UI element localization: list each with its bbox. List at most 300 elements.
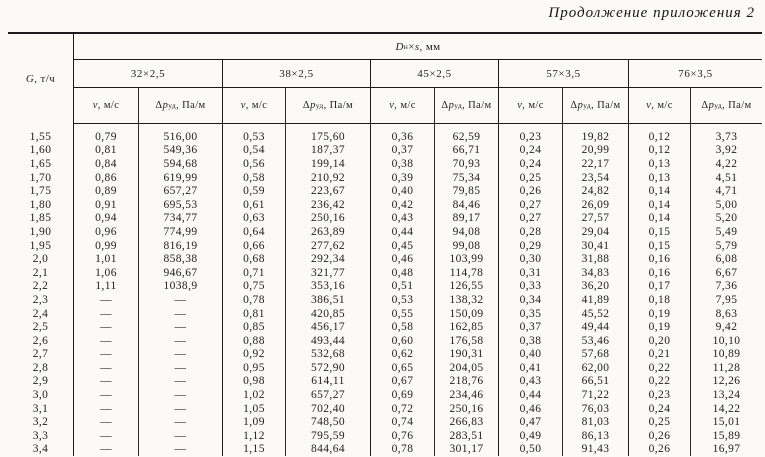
data-cell: 0,22 [628,375,690,389]
data-cell: 190,31 [434,348,498,362]
data-cell: — [73,402,138,416]
data-cell: — [138,388,222,402]
data-cell: 516,00 [138,130,222,144]
data-cell: 1,09 [222,415,285,429]
data-cell: 11,28 [690,361,762,375]
data-cell: — [138,443,222,457]
data-cell: 748,50 [285,415,370,429]
data-cell: — [73,443,138,457]
data-cell: 91,43 [562,443,628,457]
data-cell: 15,01 [690,415,762,429]
v-unit: , м/с [394,100,416,111]
g-value: 3,4 [32,443,49,456]
v-unit: , м/с [651,100,673,111]
data-cell: 0,59 [222,184,285,198]
g-column-header [8,34,73,124]
data-cell: 3,92 [690,144,762,158]
data-cell: 0,14 [628,198,690,212]
g-value: 2,4 [32,307,49,320]
data-cell: 0,14 [628,184,690,198]
g-value: 1,65 [29,157,52,170]
data-cell: 9,42 [690,320,762,334]
data-cell: 321,77 [285,266,370,280]
dp-unit: , Па/м [462,100,492,111]
data-cell: — [138,375,222,389]
data-cell: 75,34 [434,171,498,185]
data-cell: 0,21 [628,348,690,362]
data-cell: 858,38 [138,252,222,266]
data-cell: 301,17 [434,443,498,457]
data-cell: 0,86 [73,171,138,185]
data-cell: — [138,415,222,429]
data-cell: 0,24 [628,402,690,416]
data-cell: 14,22 [690,402,762,416]
g-unit: , т/ч [34,73,56,85]
data-cell: 0,35 [498,307,562,321]
data-cell: 10,10 [690,334,762,348]
g-value: 2,1 [32,266,49,279]
data-cell: 86,13 [562,429,628,443]
data-cell: 0,62 [370,348,434,362]
data-cell: — [138,320,222,334]
data-cell: 0,88 [222,334,285,348]
data-cell: 89,17 [434,212,498,226]
g-value: 1,80 [29,198,52,211]
data-cell: 5,49 [690,225,762,239]
g-value: 1,55 [29,130,52,143]
v-unit: , м/с [245,100,268,111]
data-cell: 57,68 [562,348,628,362]
data-cell: 386,51 [285,293,370,307]
data-cell: 30,41 [562,239,628,253]
p-symbol: p [310,100,316,111]
data-cell: 816,19 [138,239,222,253]
data-cell: 0,67 [370,375,434,389]
data-cell: 263,89 [285,225,370,239]
data-cell: 0,33 [498,280,562,294]
data-cell: 0,28 [498,225,562,239]
data-cell: 0,58 [370,320,434,334]
dns-unit: , мм [419,40,441,53]
data-cell: 70,93 [434,157,498,171]
data-cell: — [138,334,222,348]
v-symbol: v [240,100,246,111]
data-cell: 0,45 [370,239,434,253]
data-cell: 0,96 [73,225,138,239]
data-cell: 0,46 [370,252,434,266]
size-header-76x3-5: 76×3,5 [628,60,762,88]
data-cell: 0,44 [370,225,434,239]
data-cell: — [138,361,222,375]
p-symbol: p [708,100,715,111]
data-cell: 175,60 [285,130,370,144]
data-cell: 0,72 [370,402,434,416]
data-cell: 0,42 [370,198,434,212]
data-cell: 0,53 [222,130,285,144]
g-symbol: G [25,73,35,85]
data-cell: 236,42 [285,198,370,212]
pressure-drop-table [8,32,762,456]
data-cell: 0,43 [370,212,434,226]
data-cell: 0,14 [628,212,690,226]
data-cell: 81,03 [562,415,628,429]
data-cell: 22,17 [562,157,628,171]
data-cell: 266,83 [434,415,498,429]
data-cell: 0,25 [628,415,690,429]
data-cell: 5,20 [690,212,762,226]
data-cell: 0,41 [498,361,562,375]
data-cell: 0,26 [498,184,562,198]
data-cell: 0,23 [628,388,690,402]
data-cell: 0,65 [370,361,434,375]
data-cell: 99,08 [434,239,498,253]
p-symbol: p [577,100,584,111]
data-cell: 3,73 [690,130,762,144]
data-cell: 103,99 [434,252,498,266]
data-cell: 0,51 [370,280,434,294]
v-header [73,88,138,124]
data-cell: 71,22 [562,388,628,402]
size-header-38x2-5: 38×2,5 [222,60,370,88]
dns-symbol: D [395,40,404,53]
g-value: 3,2 [32,416,49,429]
data-cell: — [73,320,138,334]
data-cell: 0,30 [498,252,562,266]
data-cell: 0,71 [222,266,285,280]
data-cell: 353,16 [285,280,370,294]
data-cell: 0,16 [628,252,690,266]
data-cell: 66,51 [562,375,628,389]
data-cell: 138,32 [434,293,498,307]
dp-unit: , Па/м [323,100,354,111]
g-value: 1,60 [29,144,52,157]
data-cell: 29,04 [562,225,628,239]
v-header [628,88,690,124]
data-cell: 114,78 [434,266,498,280]
data-cell: — [138,429,222,443]
data-cell: 0,13 [628,157,690,171]
data-cell: 94,08 [434,225,498,239]
data-cell: 26,09 [562,198,628,212]
data-cell: 0,46 [498,402,562,416]
p-symbol: p [448,100,455,111]
data-cell: 0,23 [498,130,562,144]
data-cell: 23,54 [562,171,628,185]
data-cell: 292,34 [285,252,370,266]
data-cell: 0,37 [498,320,562,334]
g-value: 1,85 [29,212,52,225]
data-cell: 283,51 [434,429,498,443]
dp-unit: , Па/м [591,100,621,111]
data-cell: — [73,293,138,307]
data-cell: 795,59 [285,429,370,443]
data-cell: 0,66 [222,239,285,253]
v-symbol: v [646,100,652,111]
data-cell: 0,58 [222,171,285,185]
g-value: 2,2 [32,280,49,293]
data-cell: 234,46 [434,388,498,402]
data-cell: 0,85 [222,320,285,334]
g-value: 2,8 [32,361,49,374]
v-unit: , м/с [97,100,120,111]
data-cell: 0,18 [628,293,690,307]
v-symbol: v [517,100,523,111]
data-cell: 0,48 [370,266,434,280]
data-cell: 695,53 [138,198,222,212]
data-cell: 1,02 [222,388,285,402]
data-cell: 4,51 [690,171,762,185]
data-cell: 8,63 [690,307,762,321]
g-value: 1,75 [29,185,52,198]
data-cell: 0,43 [498,375,562,389]
data-cell: 12,26 [690,375,762,389]
delta-symbol: Δ [570,100,578,111]
data-cell: 0,63 [222,212,285,226]
data-cell: 702,40 [285,402,370,416]
data-cell: 0,94 [73,212,138,226]
data-cell: 0,38 [498,334,562,348]
data-cell: 1038,9 [138,280,222,294]
data-cell: 0,37 [370,144,434,158]
v-header [498,88,562,124]
data-cell: 0,81 [73,144,138,158]
data-cell: 0,36 [370,130,434,144]
data-cell: 0,34 [498,293,562,307]
data-cell: 162,85 [434,320,498,334]
data-cell: 15,89 [690,429,762,443]
data-cell: 79,85 [434,184,498,198]
data-cell: 210,92 [285,171,370,185]
data-cell: 0,79 [73,130,138,144]
data-cell: 594,68 [138,157,222,171]
data-cell: 1,01 [73,252,138,266]
data-cell: — [73,388,138,402]
data-cell: 614,11 [285,375,370,389]
dns-times: × [408,40,415,53]
data-cell: 126,55 [434,280,498,294]
v-unit: , м/с [522,100,544,111]
g-value: 2,0 [32,253,49,266]
data-cell: 7,36 [690,280,762,294]
g-value: 3,3 [32,429,49,442]
data-cell: 0,19 [628,320,690,334]
data-cell: — [138,293,222,307]
data-cell: 734,77 [138,212,222,226]
data-cell: 204,05 [434,361,498,375]
data-cell: 20,99 [562,144,628,158]
data-cell: — [73,429,138,443]
data-cell: 0,99 [73,239,138,253]
data-cell: 27,57 [562,212,628,226]
data-cell: 0,24 [498,157,562,171]
data-cell: — [73,361,138,375]
data-cell: — [138,402,222,416]
data-cell: 277,62 [285,239,370,253]
data-cell: 16,97 [690,443,762,457]
data-cell: 66,71 [434,144,498,158]
data-cell: 0,61 [222,198,285,212]
data-cell: 0,74 [370,415,434,429]
data-cell: 6,08 [690,252,762,266]
data-cell: 774,99 [138,225,222,239]
g-value: 2,5 [32,321,49,334]
data-cell: 0,27 [498,212,562,226]
v-symbol: v [92,100,98,111]
v-symbol: v [389,100,395,111]
data-cell: 187,37 [285,144,370,158]
data-cell: 0,17 [628,280,690,294]
data-cell: 0,68 [222,252,285,266]
data-cell: 218,76 [434,375,498,389]
g-value: 3,0 [32,389,49,402]
g-value: 2,9 [32,375,49,388]
dns-s-symbol: s [414,40,420,53]
data-cell: — [73,334,138,348]
data-cell: 0,20 [628,334,690,348]
data-cell: 0,13 [628,171,690,185]
dp-header: Δ p уд , Па/м [138,88,222,124]
data-cell: 0,40 [498,348,562,362]
delta-symbol: Δ [302,100,311,111]
data-cell: 657,27 [138,184,222,198]
size-header-32x2-5: 32×2,5 [73,60,222,88]
data-cell: 1,11 [73,280,138,294]
data-cell: 0,69 [370,388,434,402]
data-cell: 6,67 [690,266,762,280]
data-cell: 62,59 [434,130,498,144]
g-value: 1,95 [29,239,52,252]
data-cell: 0,89 [73,184,138,198]
data-cell: 420,85 [285,307,370,321]
data-cell: 0,26 [628,429,690,443]
dns-header: D н × s , мм [73,34,762,60]
dp-header: Δ p уд , Па/м [690,88,762,124]
dp-header: Δ p уд , Па/м [562,88,628,124]
data-cell: 0,31 [498,266,562,280]
p-symbol: p [162,100,169,111]
data-cell: 176,58 [434,334,498,348]
data-cell: 84,46 [434,198,498,212]
data-cell: 76,03 [562,402,628,416]
data-cell: 34,83 [562,266,628,280]
data-cell: 250,16 [285,212,370,226]
data-cell: 0,27 [498,198,562,212]
data-cell: 0,78 [370,443,434,457]
data-cell: 0,12 [628,130,690,144]
data-cell: 0,40 [370,184,434,198]
data-cell: 0,60 [370,334,434,348]
g-value: 1,70 [29,171,52,184]
data-cell: 493,44 [285,334,370,348]
data-cell: 456,17 [285,320,370,334]
data-cell: 24,82 [562,184,628,198]
delta-symbol: Δ [701,100,709,111]
data-cell: 0,24 [498,144,562,158]
data-cell: 1,15 [222,443,285,457]
data-cell: — [73,375,138,389]
data-cell: 0,50 [498,443,562,457]
data-cell: 0,78 [222,293,285,307]
dp-header: Δ p уд , Па/м [434,88,498,124]
data-cell: 0,75 [222,280,285,294]
data-cell: 7,95 [690,293,762,307]
data-cell: 619,99 [138,171,222,185]
data-cell: 0,29 [498,239,562,253]
data-cell: 549,36 [138,144,222,158]
data-cell: 5,00 [690,198,762,212]
data-cell: 0,76 [370,429,434,443]
delta-symbol: Δ [155,100,163,111]
data-cell: 0,81 [222,307,285,321]
size-header-45x2-5: 45×2,5 [370,60,498,88]
data-cell: 844,64 [285,443,370,457]
data-cell: — [73,348,138,362]
data-cell: 0,15 [628,225,690,239]
data-cell: 62,00 [562,361,628,375]
data-cell: 0,49 [498,429,562,443]
data-cell: 0,16 [628,266,690,280]
data-cell: 0,91 [73,198,138,212]
g-value: 2,3 [32,293,49,306]
data-cell: 0,98 [222,375,285,389]
data-cell: 0,12 [628,144,690,158]
data-cell: 10,89 [690,348,762,362]
data-cell: 199,14 [285,157,370,171]
data-cell: 0,55 [370,307,434,321]
data-cell: 0,56 [222,157,285,171]
data-cell: 19,82 [562,130,628,144]
dp-unit: , Па/м [722,100,752,111]
v-header [222,88,285,124]
data-cell: 0,39 [370,171,434,185]
data-cell: 41,89 [562,293,628,307]
data-cell: — [138,307,222,321]
data-cell: 0,92 [222,348,285,362]
data-cell: 13,24 [690,388,762,402]
data-cell: 1,06 [73,266,138,280]
data-cell: 1,12 [222,429,285,443]
data-cell: 0,38 [370,157,434,171]
page-title: Продолжение приложения 2 [548,5,755,21]
data-cell: 657,27 [285,388,370,402]
data-cell: — [73,307,138,321]
data-cell: 572,90 [285,361,370,375]
data-cell: 0,15 [628,239,690,253]
data-cell: 1,05 [222,402,285,416]
v-header [370,88,434,124]
data-cell: 250,16 [434,402,498,416]
data-cell: 0,64 [222,225,285,239]
data-cell: — [138,348,222,362]
data-cell: 150,09 [434,307,498,321]
data-cell: 45,52 [562,307,628,321]
data-cell: 5,79 [690,239,762,253]
data-cell: 0,44 [498,388,562,402]
data-cell: 0,84 [73,157,138,171]
data-cell: 0,95 [222,361,285,375]
data-cell: 223,67 [285,184,370,198]
dp-unit: , Па/м [176,100,206,111]
g-value: 2,7 [32,348,49,361]
size-header-57x3-5: 57×3,5 [498,60,628,88]
dp-header: Δ p уд , Па/м [285,88,370,124]
data-cell: 53,46 [562,334,628,348]
data-cell: 0,26 [628,443,690,457]
data-cell: — [73,415,138,429]
data-cell: 0,47 [498,415,562,429]
delta-symbol: Δ [441,100,449,111]
data-cell: 36,20 [562,280,628,294]
